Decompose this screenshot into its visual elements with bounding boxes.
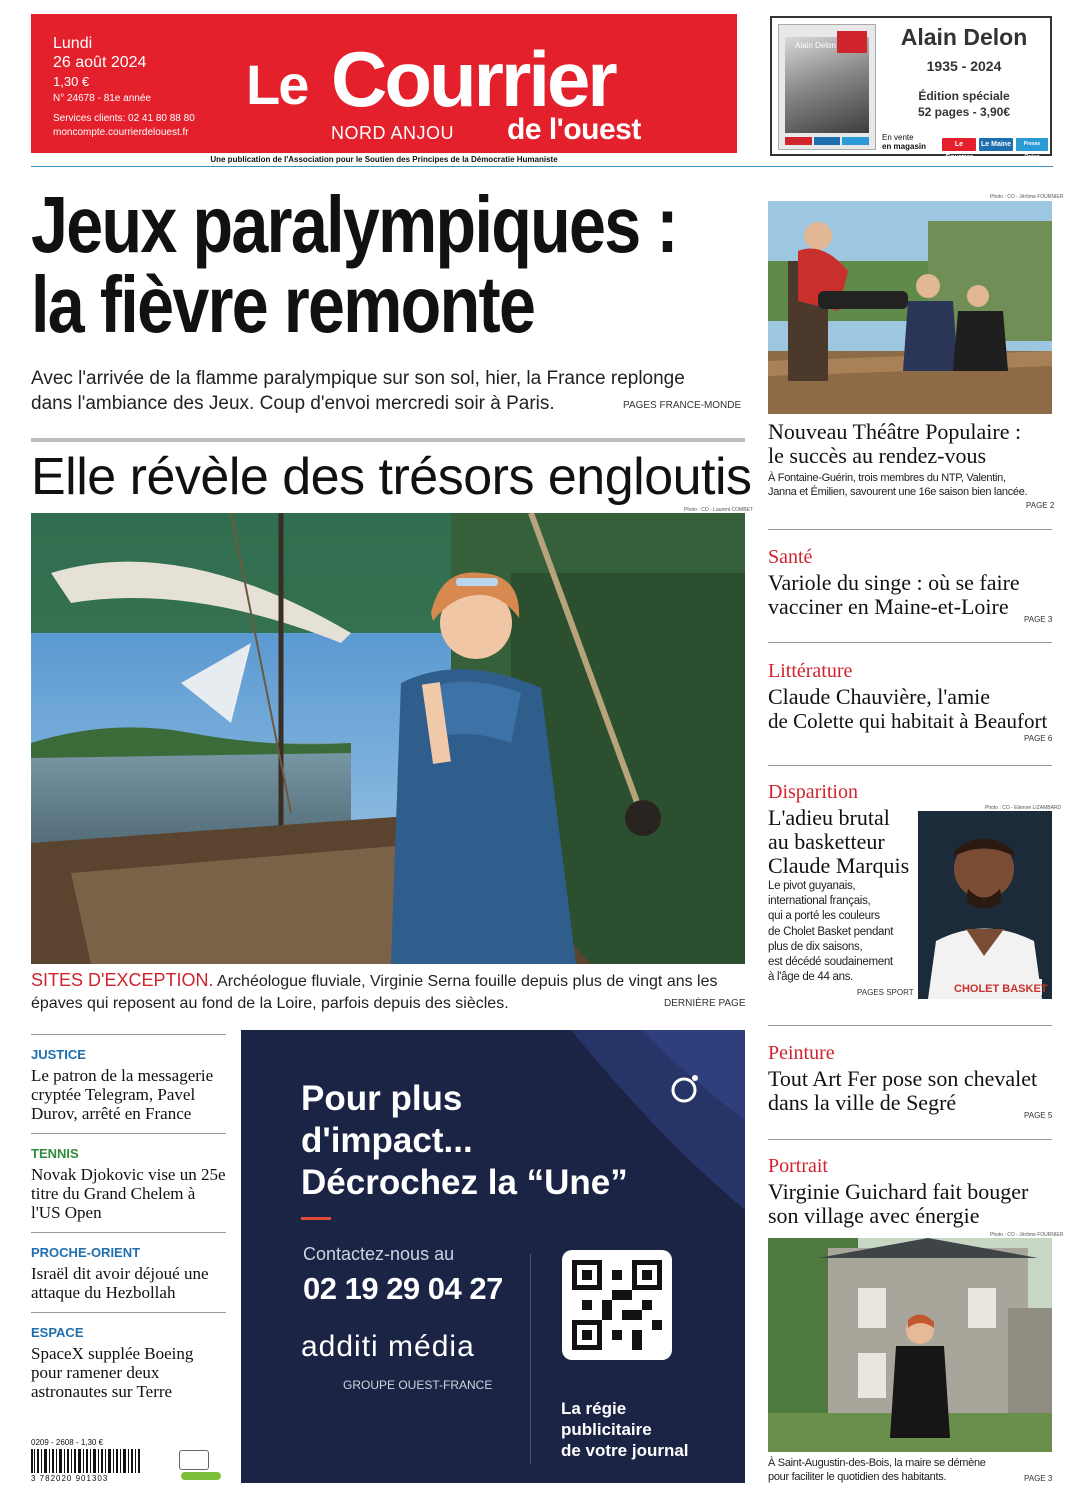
ad-divider	[530, 1254, 531, 1464]
portrait-photo[interactable]	[768, 1238, 1052, 1452]
lead-summary: Avec l'arrivée de la flamme paralympique sur son sol, hier, la France replonge dans l'ambiance des Jeux. Coup d'envoi mercredi soir à Paris.	[31, 368, 685, 414]
masthead	[31, 14, 737, 153]
ad-group: GROUPE OUEST-FRANCE	[343, 1378, 493, 1392]
barcode-block	[31, 1438, 231, 1486]
portrait-photo-credit: Photo : CO - Jérôme FOURNIER	[990, 1232, 1064, 1238]
summary-line: de Cholet Basket pendant	[768, 925, 894, 938]
summary-line: à l'âge de 44 ans.	[768, 971, 854, 984]
magazine-red-badge	[837, 31, 867, 53]
ad-headline-line2: d'impact...	[301, 1121, 473, 1160]
portrait-kicker: Portrait	[768, 1155, 828, 1177]
brief-kicker: JUSTICE	[31, 1047, 86, 1062]
feature-kicker: SITES D'EXCEPTION.	[31, 970, 214, 990]
brief-tennis[interactable]	[31, 1133, 226, 1232]
ntp-headline-line1: Nouveau Théâtre Populaire :	[768, 419, 1022, 444]
issue-day: Lundi	[53, 35, 93, 52]
right-separator	[768, 765, 1052, 766]
lead-pages: PAGES FRANCE-MONDE	[623, 400, 742, 411]
promo-years: 1935 - 2024	[926, 58, 1002, 74]
qr-code[interactable]	[562, 1250, 672, 1360]
portrait-headline[interactable]	[768, 1180, 1028, 1228]
news-briefs	[31, 1034, 226, 1411]
recycle-icon	[179, 1450, 209, 1470]
customer-service: Services clients: 02 41 80 88 80	[53, 112, 195, 124]
ntp-headline[interactable]	[768, 420, 1021, 468]
sante-page-ref[interactable]: PAGE 3	[1024, 615, 1053, 624]
logo-courrier: Courrier	[331, 35, 615, 123]
basketball-photo-credit: Photo : CO - Etienne LIZAMBARD	[985, 805, 1062, 811]
summary-line: plus de dix saisons,	[768, 940, 863, 953]
sante-kicker: Santé	[768, 546, 813, 568]
ad-regie-line2: publicitaire	[561, 1420, 652, 1439]
disparition-headline[interactable]	[768, 806, 909, 878]
right-separator	[768, 1025, 1052, 1026]
basketball-player-illustration	[918, 811, 1052, 999]
litterature-page-ref[interactable]: PAGE 6	[1024, 734, 1053, 743]
peinture-headline-line1: Tout Art Fer pose son chevalet	[768, 1066, 1038, 1091]
theatre-troupe-illustration	[768, 201, 1052, 414]
disparition-headline-line3: Claude Marquis	[768, 853, 910, 878]
promo-title: Alain Delon	[900, 24, 1028, 50]
portrait-summary	[768, 1456, 986, 1484]
disparition-headline-line2: au basketteur	[768, 829, 885, 854]
barcode-number: 3 782020 901303	[31, 1474, 109, 1483]
portrait-summary-line1: À Saint-Augustin-des-Bois, la maire se démène	[768, 1457, 986, 1469]
issue-price: 1,30 €	[53, 74, 90, 90]
masthead-rule	[31, 166, 1053, 167]
litterature-headline-line2: de Colette qui habitait à Beaufort	[768, 709, 1048, 733]
peinture-headline-line2: dans la ville de Segré	[768, 1090, 957, 1115]
badge-le-courrier: Le Courrier	[942, 138, 976, 151]
promo-edition: Édition spéciale	[918, 89, 1010, 103]
edition-region: NORD ANJOU	[331, 123, 455, 143]
feature-photo-credit: Photo : CO - Laurent COMBET	[684, 507, 753, 513]
disparition-page-ref[interactable]: PAGES SPORT	[857, 988, 914, 997]
brief-espace[interactable]	[31, 1312, 226, 1411]
brief-kicker: TENNIS	[31, 1146, 79, 1161]
right-separator	[768, 642, 1052, 643]
barcode-icon	[31, 1449, 141, 1473]
brief-title: Novak Djokovic vise un 25e titre du Grand Chelem à l'US Open	[31, 1165, 226, 1222]
ad-contact-label: Contactez-nous au	[303, 1244, 455, 1264]
peinture-kicker: Peinture	[768, 1042, 835, 1064]
ad-headline	[301, 1078, 628, 1204]
brief-title: Israël dit avoir déjoué une attaque du Hezbollah	[31, 1264, 209, 1302]
ntp-headline-line2: le succès au rendez-vous	[768, 443, 987, 468]
lead-headline-line1: Jeux paralympiques :	[31, 180, 677, 269]
summary-line: Le pivot guyanais,	[768, 880, 856, 892]
summary-line: international français,	[768, 895, 871, 908]
ntp-summary	[768, 471, 1027, 499]
litterature-kicker: Littérature	[768, 660, 853, 682]
ad-phone-number[interactable]: 02 19 29 04 27	[303, 1271, 503, 1306]
litterature-headline[interactable]	[768, 685, 1047, 733]
issue-number: N° 24678 - 81e année	[53, 92, 151, 104]
magazine-cover-name: Alain Delon	[795, 41, 836, 50]
sante-headline-line1: Variole du singe : où se faire	[768, 570, 1020, 595]
ad-brand: additi média	[301, 1330, 475, 1363]
brief-kicker: PROCHE-ORIENT	[31, 1245, 141, 1260]
magazine-cover	[778, 24, 876, 150]
portrait-headline-line2: son village avec énergie	[768, 1203, 980, 1228]
issue-date: 26 août 2024	[53, 54, 147, 72]
promo-pages-price: 52 pages - 3,90€	[917, 105, 1011, 119]
brief-title: Le patron de la messagerie cryptée Telegram, Pavel Durov, arrêté en France	[31, 1066, 214, 1123]
feature-headline[interactable]: Elle révèle des trésors engloutis	[31, 448, 752, 506]
ad-regie-text	[561, 1398, 689, 1461]
additi-logo-icon	[667, 1070, 703, 1106]
section-rule	[31, 438, 745, 442]
ad-regie-line1: La régie	[561, 1399, 627, 1418]
brief-justice[interactable]	[31, 1034, 226, 1133]
badge-presse-ocean: Presse Océan	[1016, 138, 1048, 151]
village-mayor-illustration	[768, 1238, 1052, 1452]
litterature-headline-line1: Claude Chauvière, l'amie	[768, 684, 991, 709]
disparition-kicker: Disparition	[768, 781, 858, 803]
logo-de-louest: de l'ouest	[507, 113, 641, 146]
advertisement[interactable]	[241, 1030, 745, 1483]
feature-page-ref[interactable]: DERNIÈRE PAGE	[664, 998, 746, 1009]
ntp-photo[interactable]	[768, 201, 1052, 414]
sante-headline-line2: vacciner en Maine-et-Loire	[768, 594, 1009, 619]
lead-headline-line2: la fièvre remonte	[31, 260, 535, 349]
lead-headline[interactable]	[31, 180, 677, 349]
portrait-summary-line2: pour faciliter le quotidien des habitants.	[768, 1471, 947, 1483]
disparition-summary	[768, 879, 893, 985]
ntp-photo-credit: Photo : CO - Jérôme FOURNIER	[990, 194, 1064, 200]
portrait-headline-line1: Virginie Guichard fait bouger	[768, 1179, 1029, 1204]
summary-line: est décédé soudainement	[768, 956, 893, 969]
ntp-page-ref[interactable]: PAGE 2	[1026, 501, 1055, 510]
basketball-player-photo[interactable]	[918, 811, 1052, 999]
brief-kicker: ESPACE	[31, 1325, 84, 1340]
ad-headline-line1: Pour plus	[301, 1079, 463, 1118]
qr-code-icon	[572, 1260, 662, 1350]
publication-line: Une publication de l'Association pour le Soutien des Principes de la Démocratie Humaniste	[210, 155, 558, 164]
feature-photo[interactable]	[31, 513, 745, 964]
brief-proche-orient[interactable]	[31, 1232, 226, 1312]
peinture-headline[interactable]	[768, 1067, 1037, 1115]
feature-caption-text: Archéologue fluviale, Virginie Serna fouille depuis plus de vingt ans les épaves qui reposent au fond de la Loire, parfois depuis des siècles.	[31, 973, 718, 1012]
boat-scene-illustration	[31, 513, 745, 964]
availability-line1: En vente	[882, 133, 914, 142]
ad-headline-line3: Décrochez la “Une”	[301, 1163, 628, 1202]
promo-availability	[882, 134, 926, 152]
masthead-info	[53, 34, 195, 139]
right-separator	[768, 529, 1052, 530]
feature-caption	[31, 969, 745, 1015]
barcode-price-code: 0209 - 2608 - 1,30 €	[31, 1438, 104, 1447]
magazine-logos	[785, 137, 869, 145]
brief-title: SpaceX supplée Boeing pour ramener deux astronautes sur Terre	[31, 1344, 194, 1401]
sante-headline[interactable]	[768, 571, 1020, 619]
promo-special-edition[interactable]	[770, 16, 1052, 161]
availability-line2: en magasin	[882, 141, 927, 151]
right-separator	[768, 1139, 1052, 1140]
imprim-vert-icon	[181, 1472, 221, 1480]
website-link[interactable]: moncompte.courrierdelouest.fr	[53, 126, 189, 138]
ntp-summary-line1: À Fontaine-Guérin, trois membres du NTP, Valentin,	[768, 472, 1006, 484]
logo-le: Le	[246, 53, 308, 116]
peinture-page-ref[interactable]: PAGE 5	[1024, 1111, 1053, 1120]
summary-line: qui a porté les couleurs	[768, 910, 880, 923]
portrait-page-ref[interactable]: PAGE 3	[1024, 1474, 1053, 1483]
disparition-headline-line1: L'adieu brutal	[768, 805, 890, 830]
ntp-summary-line2: Janna et Émilien, savourent une 16e saison bien lancée.	[768, 486, 1028, 498]
ad-regie-line3: de votre journal	[561, 1441, 689, 1460]
badge-le-maine: Le Maine	[979, 138, 1013, 151]
ad-accent-dash	[301, 1217, 331, 1220]
jersey-text: CHOLET BASKET	[954, 983, 1048, 995]
